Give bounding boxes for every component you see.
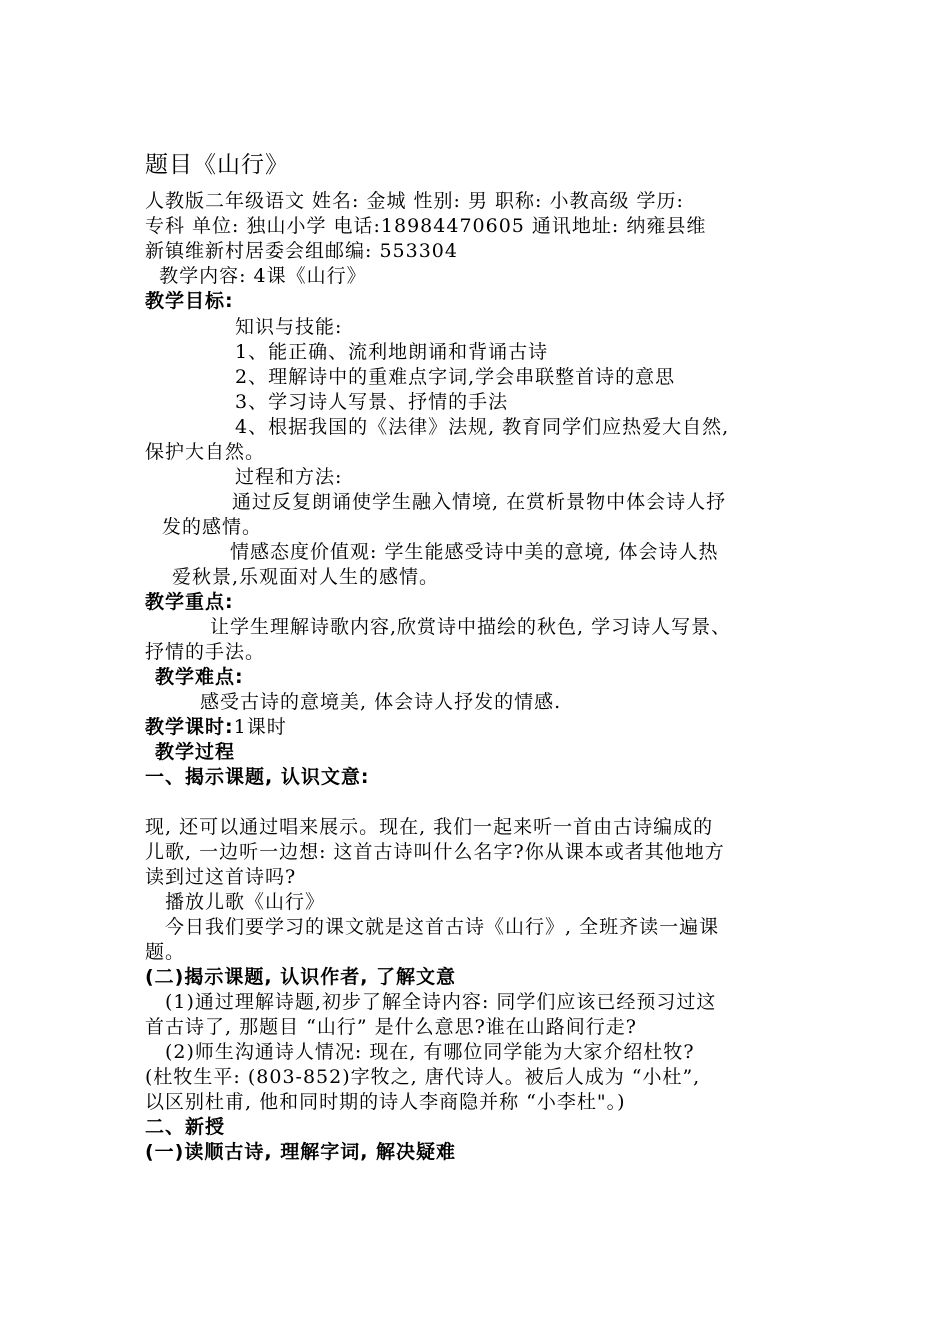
section-2-heading: 二、新授 — [145, 1116, 226, 1138]
para-1-cont: 首古诗了, 那题目 “山行” 是什么意思?谁在山路间行走? — [145, 1016, 637, 1038]
process-text-cont: 发的感情。 — [162, 516, 263, 538]
difficulties-text: 感受古诗的意境美, 体会诗人抒发的情感. — [200, 691, 562, 713]
emotion-text: 情感态度价值观: 学生能感受诗中美的意境, 体会诗人热 — [230, 541, 719, 563]
hours-label: 教学课时: — [145, 716, 234, 738]
goal-item-4-cont: 保护大自然。 — [145, 441, 266, 463]
goal-item-1: 1、能正确、流利地朗诵和背诵古诗 — [235, 341, 549, 363]
document-title: 题目《山行》 — [145, 152, 289, 178]
para-2-cont-2: 以区别杜甫, 他和同时期的诗人李商隐并称 “小李杜"。) — [145, 1091, 626, 1113]
hours-value: 1课时 — [233, 716, 287, 738]
sub-1-text-4: 读到过这首诗吗? — [145, 866, 297, 888]
emotion-text-cont: 爱秋景,乐观面对人生的感情。 — [172, 566, 440, 588]
para-2: (2)师生沟通诗人情况: 现在, 有哪位同学能为大家介绍杜牧? — [165, 1041, 695, 1063]
hours-line — [145, 715, 810, 739]
play-song: 播放儿歌《山行》 — [165, 891, 326, 913]
process-heading: 教学过程 — [155, 741, 236, 763]
process-label: 过程和方法: — [235, 466, 343, 488]
today-text: 今日我们要学习的课文就是这首古诗《山行》, 全班齐读一遍课 — [165, 916, 720, 938]
goal-item-3: 3、学习诗人写景、抒情的手法 — [235, 391, 509, 413]
goal-item-2: 2、理解诗中的重难点字词,学会串联整首诗的意思 — [235, 366, 676, 388]
sub-3-heading: (一)读顺古诗, 理解字词, 解决疑难 — [145, 1141, 457, 1163]
sub-1-line — [145, 790, 810, 814]
key-points-text: 让学生理解诗歌内容,欣赏诗中描绘的秋色, 学习诗人写景、 — [210, 616, 732, 638]
sub-1-text-3: 儿歌, 一边听一边想: 这首古诗叫什么名字?你从课本或者其他地方 — [145, 841, 725, 863]
info-line-3: 新镇维新村居委会组邮编: 553304 — [145, 240, 458, 262]
goals-heading: 教学目标: — [145, 290, 234, 312]
info-line-1: 人教版二年级语文 姓名: 金城 性别: 男 职称: 小教高级 学历: — [145, 190, 684, 212]
process-text: 通过反复朗诵使学生融入情境, 在赏析景物中体会诗人抒 — [232, 491, 727, 513]
knowledge-label: 知识与技能: — [235, 316, 343, 338]
para-1: (1)通过理解诗题,初步了解全诗内容: 同学们应该已经预习过这 — [165, 991, 717, 1013]
today-text-cont: 题。 — [145, 941, 186, 963]
para-2-cont: (杜牧生平: (803-852)字牧之, 唐代诗人。被后人成为 “小杜”, — [145, 1066, 701, 1088]
goal-item-4: 4、根据我国的《法律》法规, 教育同学们应热爱大自然, — [235, 416, 730, 438]
teaching-content: 教学内容: 4课《山行》 — [145, 265, 367, 287]
section-1-heading: 一、揭示课题, 认识文意: — [145, 766, 370, 788]
sub-2-heading: (二)揭示课题, 认识作者, 了解文意 — [145, 966, 457, 988]
difficulties-heading: 教学难点: — [155, 666, 244, 688]
key-points-heading: 教学重点: — [145, 591, 234, 613]
sub-1-text-2: 现, 还可以通过唱来展示。现在, 我们一起来听一首由古诗编成的 — [145, 816, 714, 838]
info-line-2: 专科 单位: 独山小学 电话:18984470605 通讯地址: 纳雍县维 — [145, 215, 707, 237]
key-points-text-cont: 抒情的手法。 — [145, 641, 266, 663]
